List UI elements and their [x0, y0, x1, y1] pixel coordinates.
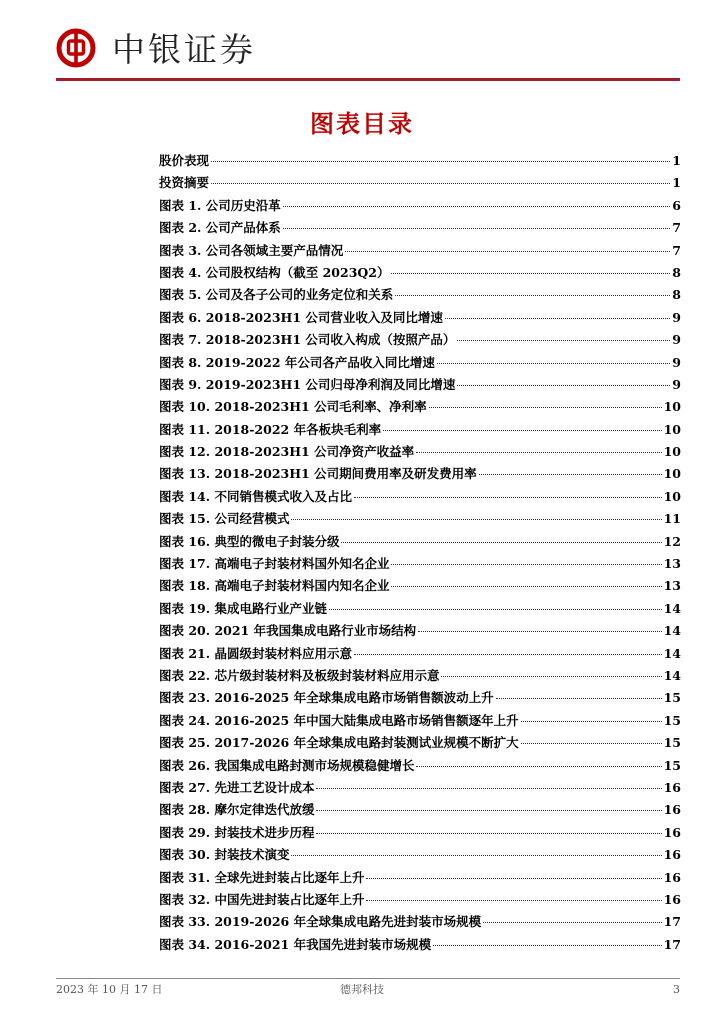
- toc-entry-page: 10: [663, 466, 681, 482]
- toc-dot-leader: [383, 430, 662, 431]
- toc-entry-page: 15: [663, 735, 681, 751]
- toc-entry[interactable]: [159, 711, 681, 733]
- toc-entry-page: 10: [663, 488, 681, 504]
- toc-entry-page: 14: [663, 623, 681, 639]
- footer-date: 2023 年 10 月 17 日: [56, 983, 163, 996]
- toc-entry-page: 17: [663, 914, 681, 930]
- toc-entry-title: 图表 31. 全球先进封装占比逐年上升: [159, 869, 365, 885]
- toc-dot-leader: [366, 878, 661, 879]
- toc-dot-leader: [437, 363, 670, 364]
- toc-dot-leader: [479, 474, 662, 475]
- toc-entry-title: 图表 4. 公司股权结构（截至 2023Q2）: [159, 264, 390, 280]
- toc-entry[interactable]: [159, 778, 681, 800]
- toc-entry[interactable]: [159, 666, 681, 688]
- toc-entry-title: 图表 19. 集成电路行业产业链: [159, 600, 327, 616]
- toc-entry-page: 14: [663, 645, 681, 661]
- toc-entry[interactable]: [159, 890, 681, 912]
- toc-entry-page: 11: [663, 511, 681, 527]
- toc-dot-leader: [211, 183, 670, 184]
- toc-entry[interactable]: [159, 733, 681, 755]
- toc-entry-title: 图表 20. 2021 年我国集成电路行业市场结构: [159, 623, 417, 639]
- toc-entry[interactable]: [159, 442, 681, 464]
- toc-entry-page: 10: [663, 399, 681, 415]
- toc-entry[interactable]: [159, 285, 681, 307]
- toc-dot-leader: [345, 251, 670, 252]
- toc-entry[interactable]: [159, 263, 681, 285]
- toc-dot-leader: [316, 833, 661, 834]
- toc-dot-leader: [457, 385, 670, 386]
- toc-dot-leader: [483, 922, 662, 923]
- toc-entry[interactable]: [159, 532, 681, 554]
- toc-entry-title: 图表 11. 2018-2022 年各板块毛利率: [159, 421, 382, 437]
- toc-entry-page: 1: [672, 175, 681, 191]
- toc-dot-leader: [316, 810, 661, 811]
- toc-entry-page: 16: [663, 869, 681, 885]
- toc-dot-leader: [341, 542, 661, 543]
- toc-entry-page: 10: [663, 421, 681, 437]
- toc-entry-title: 图表 30. 封装技术演变: [159, 847, 290, 863]
- brand-name: 中银证券: [112, 30, 256, 69]
- toc-dot-leader: [291, 855, 661, 856]
- toc-dot-leader: [433, 945, 662, 946]
- toc-dot-leader: [283, 228, 671, 229]
- page-header: [56, 26, 680, 82]
- toc-entry-page: 17: [663, 936, 681, 952]
- toc-entry[interactable]: [159, 375, 681, 397]
- toc-dot-leader: [496, 698, 662, 699]
- toc-dot-leader: [441, 676, 661, 677]
- toc-entry-page: 7: [672, 220, 681, 236]
- toc-entry-title: 投资摘要: [159, 175, 210, 191]
- header-rule: [56, 78, 680, 81]
- toc-dot-leader: [445, 318, 670, 319]
- toc-entry-page: 9: [672, 354, 681, 370]
- toc-entry[interactable]: [159, 397, 681, 419]
- toc-entry-title: 图表 8. 2019-2022 年公司各产品收入同比增速: [159, 354, 435, 370]
- toc-entry-page: 8: [672, 287, 681, 303]
- toc-entry-page: 15: [663, 712, 681, 728]
- toc-entry-page: 16: [663, 824, 681, 840]
- toc-entry-title: 图表 1. 公司历史沿革: [159, 197, 281, 213]
- toc-entry-title: 图表 7. 2018-2023H1 公司收入构成（按照产品）: [159, 332, 456, 348]
- toc-entry-page: 9: [672, 376, 681, 392]
- toc-entry-title: 图表 5. 公司及各子公司的业务定位和关系: [159, 287, 394, 303]
- toc-entry-title: 图表 29. 封装技术进步历程: [159, 824, 315, 840]
- toc-dot-leader: [366, 900, 661, 901]
- toc-entry-page: 7: [672, 242, 681, 258]
- toc-entry-title: 图表 14. 不同销售模式收入及占比: [159, 488, 352, 504]
- toc-entry-title: 图表 32. 中国先进封装占比逐年上升: [159, 891, 365, 907]
- toc-entry-title: 图表 28. 摩尔定律迭代放缓: [159, 802, 315, 818]
- toc-entry-title: 图表 23. 2016-2025 年全球集成电路市场销售额波动上升: [159, 690, 494, 706]
- toc-dot-leader: [416, 452, 662, 453]
- page-title: 图表目录: [310, 109, 414, 138]
- toc-entry[interactable]: [159, 688, 681, 710]
- toc-dot-leader: [429, 407, 662, 408]
- toc-entry[interactable]: [159, 868, 681, 890]
- toc-entry[interactable]: [159, 196, 681, 218]
- toc-entry[interactable]: [159, 487, 681, 509]
- toc-entry-title: 图表 21. 晶圆级封装材料应用示意: [159, 645, 352, 661]
- toc-entry[interactable]: [159, 599, 681, 621]
- toc-entry-title: 图表 16. 典型的微电子封装分级: [159, 533, 340, 549]
- toc-entry-page: 15: [663, 757, 681, 773]
- toc-entry-title: 图表 3. 公司各领域主要产品情况: [159, 242, 344, 258]
- toc-entry[interactable]: [159, 509, 681, 531]
- toc-entry[interactable]: [159, 576, 681, 598]
- toc-entry[interactable]: [159, 621, 681, 643]
- toc-dot-leader: [418, 631, 662, 632]
- toc-entry[interactable]: [159, 644, 681, 666]
- toc-entry[interactable]: [159, 241, 681, 263]
- toc-entry-title: 图表 15. 公司经营模式: [159, 511, 290, 527]
- toc-entry-title: 图表 10. 2018-2023H1 公司毛利率、净利率: [159, 399, 427, 415]
- toc-entry-title: 图表 24. 2016-2025 年中国大陆集成电路市场销售额逐年上升: [159, 712, 519, 728]
- toc-entry[interactable]: [159, 308, 681, 330]
- toc-dot-leader: [395, 295, 670, 296]
- toc-entry[interactable]: [159, 845, 681, 867]
- toc-entry[interactable]: [159, 823, 681, 845]
- toc-entry-page: 14: [663, 600, 681, 616]
- toc-entry[interactable]: [159, 912, 681, 934]
- toc-entry-title: 图表 34. 2016-2021 年我国先进封装市场规模: [159, 936, 432, 952]
- toc-dot-leader: [211, 161, 670, 162]
- toc-entry-page: 13: [663, 578, 681, 594]
- footer-rule: [56, 978, 680, 979]
- toc-entry-page: 1: [672, 153, 681, 168]
- toc-entry-title: 图表 6. 2018-2023H1 公司营业收入及同比增速: [159, 309, 443, 325]
- toc-entry[interactable]: [159, 353, 681, 375]
- toc-entry[interactable]: [159, 151, 681, 173]
- toc-dot-leader: [316, 788, 661, 789]
- toc-dot-leader: [521, 721, 662, 722]
- toc-entry-page: 9: [672, 332, 681, 348]
- toc-dot-leader: [354, 497, 662, 498]
- toc-entry[interactable]: [159, 218, 681, 240]
- toc-entry-page: 16: [663, 847, 681, 863]
- toc-entry-title: 图表 25. 2017-2026 年全球集成电路封装测试业规模不断扩大: [159, 735, 519, 751]
- bank-of-china-logo-icon: [56, 28, 96, 68]
- toc-dot-leader: [283, 206, 671, 207]
- toc-entry-page: 13: [663, 556, 681, 572]
- toc-entry[interactable]: [159, 800, 681, 822]
- toc-entry-page: 16: [663, 891, 681, 907]
- toc-entry-title: 图表 13. 2018-2023H1 公司期间费用率及研发费用率: [159, 466, 477, 482]
- toc-entry-title: 股价表现: [159, 153, 210, 168]
- table-of-figures: [159, 151, 681, 957]
- toc-entry-title: 图表 22. 芯片级封装材料及板级封装材料应用示意: [159, 667, 440, 683]
- toc-entry[interactable]: [159, 420, 681, 442]
- toc-entry-title: 图表 27. 先进工艺设计成本: [159, 779, 315, 795]
- toc-entry-title: 图表 12. 2018-2023H1 公司净资产收益率: [159, 444, 415, 460]
- toc-entry-page: 16: [663, 779, 681, 795]
- toc-entry[interactable]: [159, 554, 681, 576]
- toc-dot-leader: [354, 654, 662, 655]
- toc-dot-leader: [521, 743, 662, 744]
- toc-entry-title: 图表 9. 2019-2023H1 公司归母净利润及同比增速: [159, 376, 456, 392]
- toc-entry-title: 图表 26. 我国集成电路封测市场规模稳健增长: [159, 757, 415, 773]
- toc-dot-leader: [457, 340, 670, 341]
- toc-entry-page: 14: [663, 667, 681, 683]
- toc-entry-page: 9: [672, 309, 681, 325]
- toc-entry-page: 8: [672, 264, 681, 280]
- toc-entry[interactable]: [159, 464, 681, 486]
- toc-entry-title: 图表 18. 高端电子封装材料国内知名企业: [159, 578, 390, 594]
- toc-entry-page: 6: [672, 197, 681, 213]
- toc-dot-leader: [391, 273, 670, 274]
- footer-company: 德邦科技: [340, 983, 384, 996]
- toc-entry-page: 10: [663, 444, 681, 460]
- toc-entry-page: 12: [663, 533, 681, 549]
- toc-dot-leader: [416, 766, 661, 767]
- toc-entry-title: 图表 2. 公司产品体系: [159, 220, 281, 236]
- toc-entry-title: 图表 17. 高端电子封装材料国外知名企业: [159, 556, 390, 572]
- toc-entry[interactable]: [159, 756, 681, 778]
- toc-dot-leader: [291, 519, 661, 520]
- toc-entry[interactable]: [159, 330, 681, 352]
- footer-page-number: 3: [673, 983, 680, 996]
- toc-entry[interactable]: [159, 173, 681, 195]
- toc-entry-title: 图表 33. 2019-2026 年全球集成电路先进封装市场规模: [159, 914, 482, 930]
- toc-dot-leader: [391, 586, 661, 587]
- toc-entry-page: 15: [663, 690, 681, 706]
- toc-dot-leader: [329, 609, 662, 610]
- toc-entry-page: 16: [663, 802, 681, 818]
- toc-dot-leader: [391, 564, 661, 565]
- toc-entry[interactable]: [159, 935, 681, 957]
